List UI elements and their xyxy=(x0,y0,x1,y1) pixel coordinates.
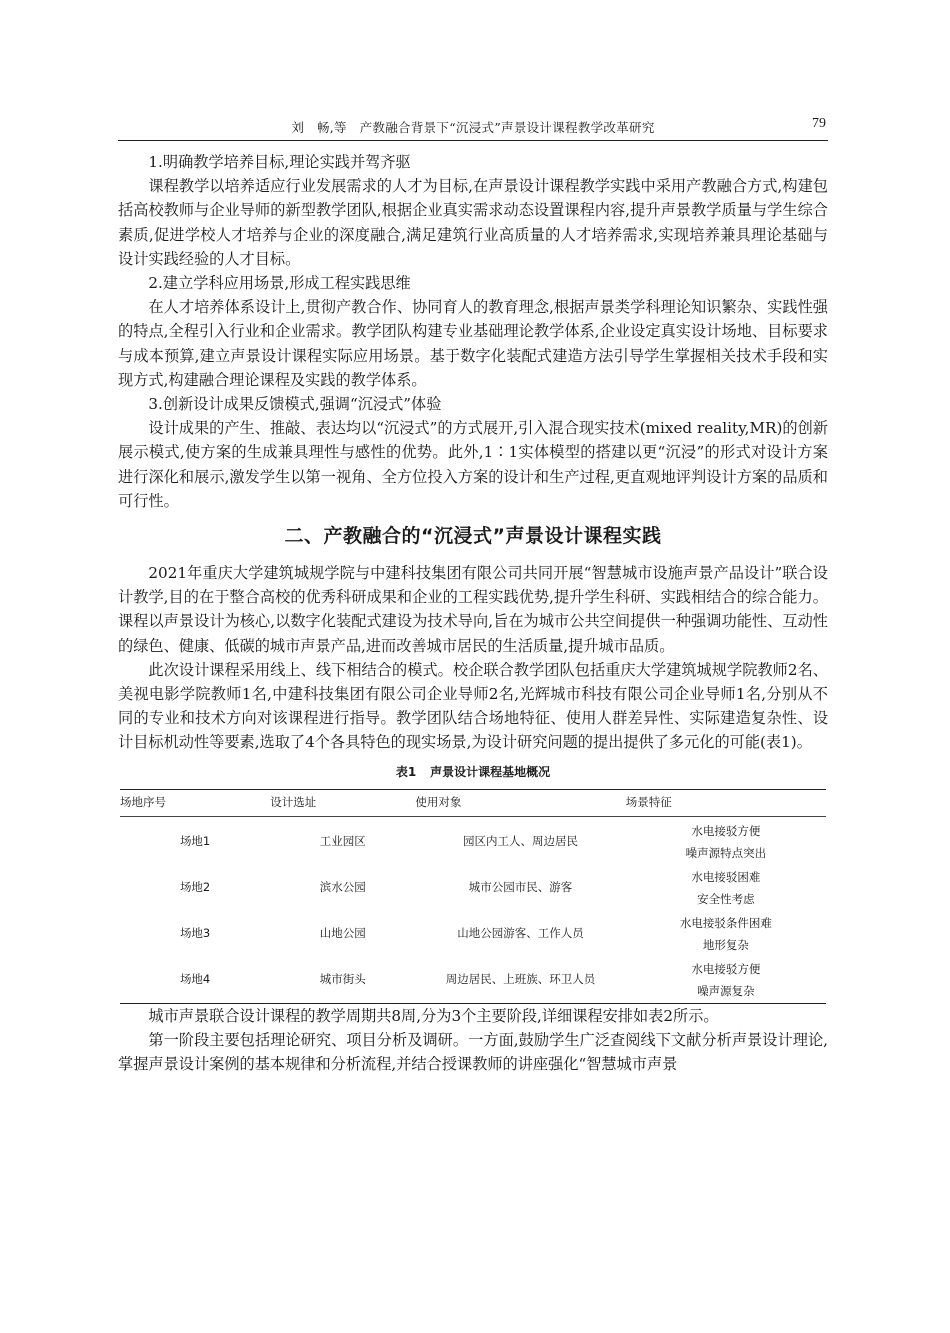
table-cell xyxy=(626,957,826,1004)
table-cell xyxy=(626,865,826,911)
feature-line: 水电接驳条件困难 xyxy=(679,915,772,930)
column-header: 场地序号 xyxy=(120,789,270,816)
table-cell: 滨水公园 xyxy=(319,880,366,895)
table-cell: 城市公园市民、游客 xyxy=(468,880,573,895)
paragraph: 2021年重庆大学建筑城规学院与中建科技集团有限公司共同开展“智慧城市设施声景产品设计”联合设计教学,目的在于整合高校的优秀科研成果和企业的工程实践优势,提升学生科研、实践相结合的综合能力。课程以声景设计为核心,以数字化装配式建设为技术导向,旨在为城市公共空间提供一种强调功能性、互动性的绿色、健康、低碳的城市声景产品,进而改善城市居民的生活质量,提升城市品质。 xyxy=(118,564,828,655)
table-header-row xyxy=(120,789,826,816)
subsection-heading-3: 3.创新设计成果反馈模式,强调“沉浸式”体验 xyxy=(148,395,442,414)
table-caption xyxy=(118,763,828,781)
subsection-heading-1: 1.明确教学培养目标,理论实践并驾齐驱 xyxy=(148,153,411,171)
table-cell: 城市街头 xyxy=(319,972,366,987)
feature-line: 地形复杂 xyxy=(702,937,749,952)
paragraph: 城市声景联合设计课程的教学周期共8周,分为3个主要阶段,详细课程安排如表2所示。 xyxy=(148,1006,719,1025)
table-cell: 山地公园游客、工作人员 xyxy=(457,926,584,941)
table-title: 声景设计课程基地概况 xyxy=(430,764,551,779)
column-header: 使用对象 xyxy=(415,789,625,816)
column-header: 设计选址 xyxy=(270,789,415,816)
feature-line: 水电接驳困难 xyxy=(691,869,761,884)
feature-line: 水电接驳方便 xyxy=(691,823,761,838)
table-cell: 场地1 xyxy=(179,834,211,849)
paragraph: 第一阶段主要包括理论研究、项目分析及调研。一方面,鼓励学生广泛查阅线下文献分析声景设计理论,掌握声景设计案例的基本规律和分析流程,并结合授课教师的讲座强化“智慧城市声景 xyxy=(118,1030,828,1074)
paragraph: 此次设计课程采用线上、线下相结合的模式。校企联合教学团队包括重庆大学建筑城规学院教师2名、美视电影学院教师1名,中建科技集团有限公司企业导师2名,光辉城市科技有限公司企业导师1名,分别从不同的专业和技术方向对该课程进行指导。教学团队结合场地特征、使用人群差异性、实际建造复杂性、设计目标机动性等要素,选取了4个各具特色的现实场景,为设计研究问题的提出提供了多元化的可能(表1)。 xyxy=(118,660,828,752)
site-table xyxy=(120,789,826,1004)
section-heading: 二、产教融合的“沉浸式”声景设计课程实践 xyxy=(284,525,662,548)
table-row xyxy=(120,816,826,865)
running-header xyxy=(118,116,828,141)
feature-line: 噪声源特点突出 xyxy=(685,845,767,860)
feature-line: 安全性考虑 xyxy=(697,891,755,906)
paragraph: 课程教学以培养适应行业发展需求的人才为目标,在声景设计课程教学实践中采用产教融合方式,构建包括高校教师与企业导师的新型教学团队,根据企业真实需求动态设置课程内容,提升声景教学质量与学生综合素质,促进学校人才培养与企业的深度融合,满足建筑行业高质量的人才培养需求,实现培养兼具理论基础与设计实践经验的人才目标。 xyxy=(118,177,828,268)
feature-line: 水电接驳方便 xyxy=(691,961,761,976)
column-header: 场景特征 xyxy=(626,789,826,816)
paragraph: 在人才培养体系设计上,贯彻产教合作、协同育人的教育理念,根据声景类学科理论知识繁杂、实践性强的特点,全程引入行业和企业需求。教学团队构建专业基础理论教学体系,企业设定真实设计场地、目标要求与成本预算,建立声景设计课程实际应用场景。基于数字化装配式建造方法引导学生掌握相关技术手段和实现方式,构建融合理论课程及实践的教学体系。 xyxy=(118,298,828,389)
table-cell: 场地4 xyxy=(179,972,211,987)
paragraph: 设计成果的产生、推敲、表达均以“沉浸式”的方式展开,引入混合现实技术(mixed reality,MR)的创新展示模式,使方案的生成兼具理性与感性的优势。此外,1∶1实体模型的搭建以更“沉浸”的形式对设计方案进行深化和展示,激发学生以第一视角、全方位投入方案的设计和生产过程,更直观地评判设计方案的品质和可行性。 xyxy=(118,419,828,510)
table-cell: 工业园区 xyxy=(319,834,366,849)
page-number: 79 xyxy=(812,116,826,131)
table-cell: 场地3 xyxy=(179,926,211,941)
feature-line: 噪声源复杂 xyxy=(697,983,755,998)
running-title: 刘 畅,等 产教融合背景下“沉浸式”声景设计课程教学改革研究 xyxy=(291,120,655,135)
table-row xyxy=(120,911,826,957)
table-cell: 山地公园 xyxy=(319,926,366,941)
table-cell xyxy=(626,911,826,957)
article-body xyxy=(118,150,828,1076)
table-row xyxy=(120,957,826,1004)
table-number: 表1 xyxy=(395,764,417,779)
table-row xyxy=(120,865,826,911)
table-cell: 园区内工人、周边居民 xyxy=(463,834,579,849)
table-cell xyxy=(626,816,826,865)
table-cell: 场地2 xyxy=(179,880,211,895)
table-cell: 周边居民、上班族、环卫人员 xyxy=(445,972,596,987)
subsection-heading-2: 2.建立学科应用场景,形成工程实践思维 xyxy=(148,274,411,293)
